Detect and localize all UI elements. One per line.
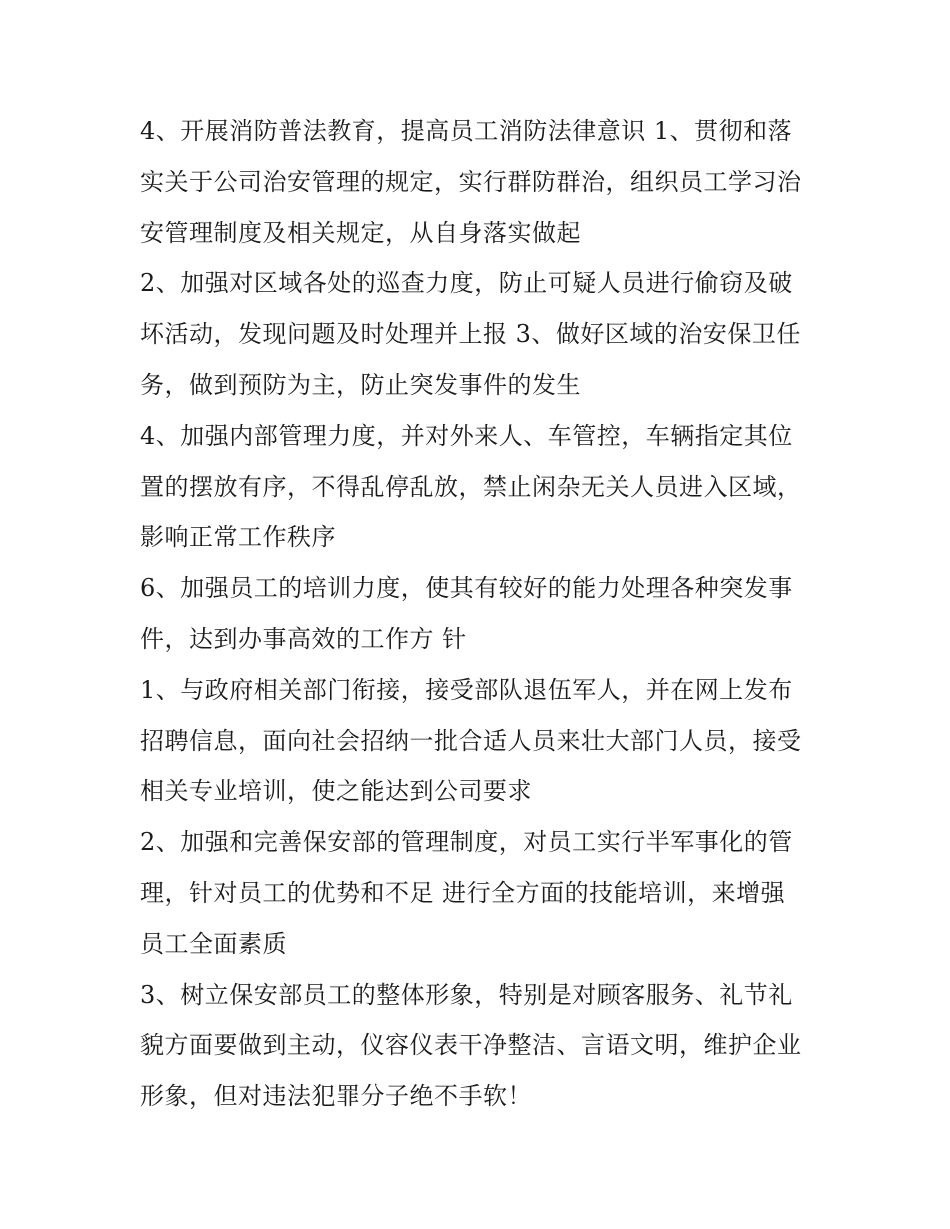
text-line-19: 貌方面要做到主动，仪容仪表干净整洁、言语文明，维护企业 <box>140 1031 802 1060</box>
text-line-13: 招聘信息，面向社会招纳一批合适人员来壮大部门人员，接受 <box>140 726 802 755</box>
text-line-12: 1、与政府相关部门衔接，接受部队退伍军人，并在网上发布 <box>140 675 793 704</box>
text-line-10: 6、加强员工的培训力度，使其有较好的能力处理各种突发事 <box>140 574 793 603</box>
text-line-14: 相关专业培训，使之能达到公司要求 <box>140 777 532 806</box>
text-line-1: 4、开展消防普法教育，提高员工消防法律意识 1、贯彻和落 <box>140 117 793 145</box>
text-line-8: 置的摆放有序，不得乱停乱放，禁止闲杂无关人员进入区域， <box>140 472 802 501</box>
text-line-7: 4、加强内部管理力度，并对外来人、车管控，车辆指定其位 <box>140 421 793 450</box>
text-line-20: 形象，但对违法犯罪分子绝不手软！ <box>140 1082 532 1111</box>
text-line-16: 理，针对员工的优势和不足 进行全方面的技能培训，来增强 <box>140 878 786 907</box>
text-line-6: 务，做到预防为主，防止突发事件的发生 <box>140 370 581 399</box>
text-line-2: 实关于公司治安管理的规定，实行群防群治，组织员工学习治 <box>140 167 802 196</box>
document-page <box>140 106 820 1122</box>
text-line-9: 影响正常工作秩序 <box>140 523 336 552</box>
text-line-5: 坏活动，发现问题及时处理并上报 3、做好区域的治安保卫任 <box>140 320 801 349</box>
text-line-15: 2、加强和完善保安部的管理制度，对员工实行半军事化的管 <box>140 828 793 857</box>
text-line-18: 3、树立保安部员工的整体形象，特别是对顾客服务、礼节礼 <box>140 980 793 1009</box>
text-line-17: 员工全面素质 <box>140 929 287 958</box>
text-line-3: 安管理制度及相关规定，从自身落实做起 <box>140 218 581 247</box>
text-line-4: 2、加强对区域各处的巡查力度，防止可疑人员进行偷窃及破 <box>140 269 793 298</box>
text-line-11: 件，达到办事高效的工作方 针 <box>140 624 467 653</box>
